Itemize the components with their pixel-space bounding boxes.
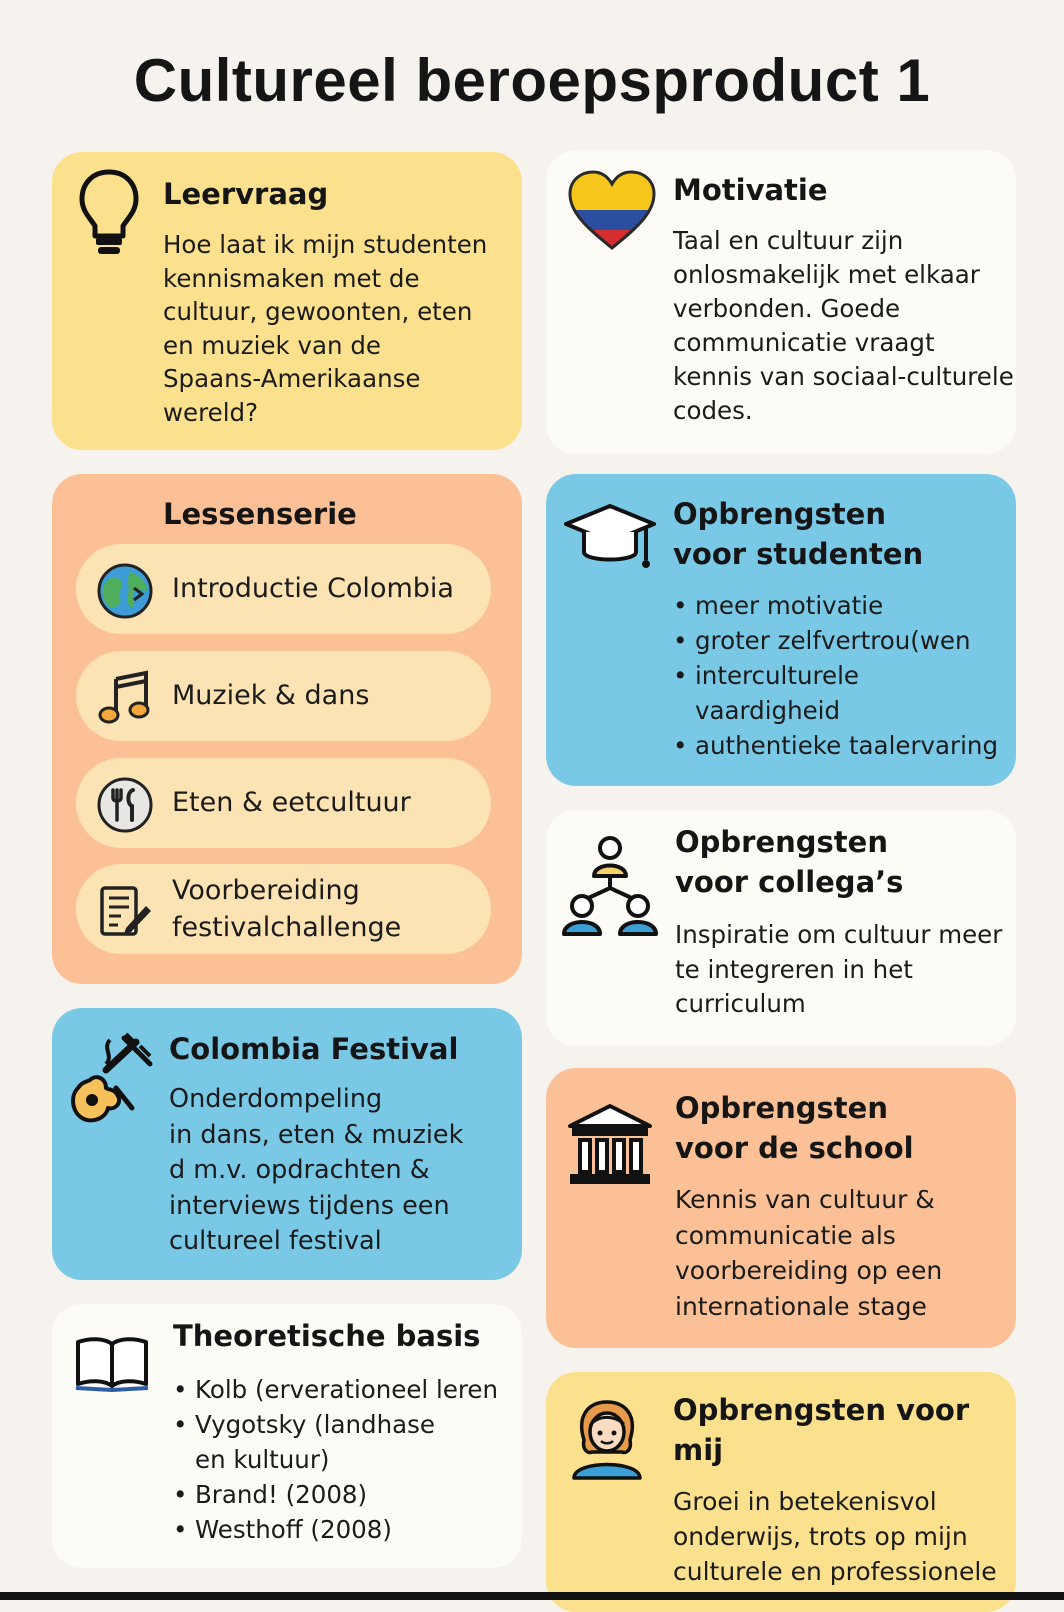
leervraag-card <box>52 152 522 450</box>
theorie-heading: Theoretische basis <box>173 1319 481 1353</box>
school-heading: Opbrengsten voor de school <box>675 1091 914 1165</box>
lesson-item <box>76 651 491 741</box>
bullet-item: • meer motivatie <box>673 588 998 623</box>
studenten-heading: Opbrengsten voor studenten <box>673 497 924 571</box>
globe-icon <box>96 562 154 620</box>
studenten-bullets <box>673 588 998 763</box>
bullet-item: • groter zelfvertrou(wen <box>673 623 998 658</box>
graduation-cap-icon <box>562 502 658 574</box>
mij-card <box>546 1372 1016 1612</box>
lesson-label: Introductie Colombia <box>172 573 454 604</box>
school-text: Kennis van cultuur & communicatie als voorbereiding op een internationale stage <box>675 1185 943 1321</box>
collegas-heading: Opbrengsten voor collega’s <box>675 825 904 899</box>
school-building-icon <box>566 1102 654 1188</box>
lightbulb-icon <box>76 166 142 258</box>
lesson-label: Muziek & dans <box>172 680 370 711</box>
lesson-item <box>76 758 491 848</box>
notepad-pen-icon <box>96 882 154 940</box>
school-card <box>546 1068 1016 1348</box>
collegas-text: Inspiratie om cultuur meer te integreren in het curriculum <box>675 920 1003 1018</box>
lesson-label: Eten & eetcultuur <box>172 787 411 818</box>
bullet-item: • Kolb (erverationeel leren <box>173 1372 498 1407</box>
guitar-icon <box>66 1030 158 1126</box>
festival-text: Onderdompeling in dans, eten & muziek d m.v. opdrachten & interviews tijdens een cultureel festival <box>169 1084 464 1256</box>
page-title: Cultureel beroepsproduct 1 <box>133 47 931 114</box>
cutlery-icon <box>96 776 154 834</box>
colombia-heart-icon <box>566 168 658 252</box>
bullet-item: • interculturele vaardigheid <box>673 658 998 728</box>
lesson-item <box>76 544 491 634</box>
studenten-card <box>546 474 1016 786</box>
motivatie-heading: Motivatie <box>673 173 828 207</box>
music-note-icon <box>96 669 154 727</box>
leervraag-heading: Leervraag <box>163 177 329 211</box>
festival-card <box>52 1008 522 1280</box>
bullet-item: • authentieke taalervaring <box>673 728 998 763</box>
bullet-item: • Westhoff (2008) <box>173 1512 498 1547</box>
open-book-icon <box>74 1334 150 1394</box>
festival-heading: Colombia Festival <box>169 1032 459 1066</box>
mij-text: Groei in betekenisvol onderwijs, trots op mijn culturele en professionele <box>673 1487 997 1586</box>
lesson-item <box>76 864 491 954</box>
woman-avatar-icon <box>566 1396 648 1480</box>
motivatie-text: Taal en cultuur zijn onlosmakelijk met elkaar verbonden. Goede communicatie vraagt kennis van sociaal-culturele codes. <box>673 226 1014 425</box>
theorie-card <box>52 1304 522 1568</box>
bottom-edge <box>0 1592 1064 1600</box>
lessenserie-card <box>52 474 522 984</box>
lessenserie-heading: Lessenserie <box>163 497 357 531</box>
collegas-card <box>546 810 1016 1046</box>
motivatie-card <box>546 150 1016 454</box>
mij-heading: Opbrengsten voor mij <box>673 1393 970 1467</box>
bullet-item: • Vygotsky (landhase en kultuur) <box>173 1407 498 1477</box>
people-network-icon <box>560 834 660 938</box>
theorie-bullets <box>173 1372 498 1547</box>
bullet-item: • Brand! (2008) <box>173 1477 498 1512</box>
leervraag-text: Hoe laat ik mijn studenten kennismaken met de cultuur, gewoonten, eten en muziek van de Spaans-Amerikaanse wereld? <box>163 230 488 427</box>
lesson-label: Voorbereiding festivalchallenge <box>172 875 402 943</box>
